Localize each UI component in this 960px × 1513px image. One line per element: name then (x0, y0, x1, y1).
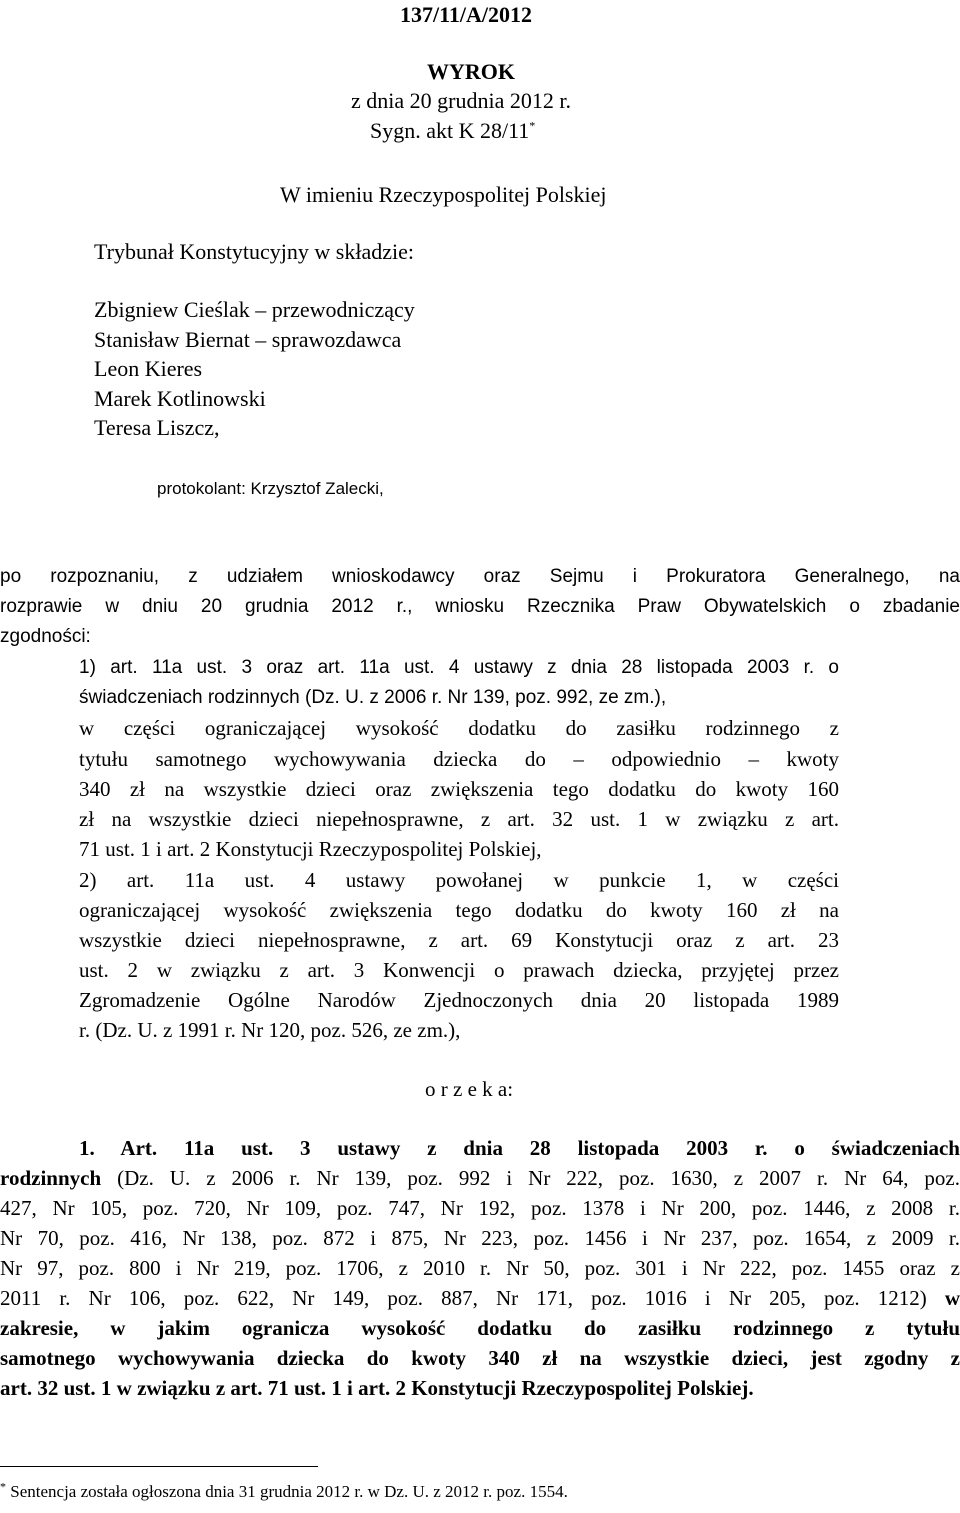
document-reference: 137/11/A/2012 (400, 2, 533, 27)
item2-line: Zgromadzenie Ogólne Narodów Zjednoczonych dnia 20 listopada 1989 (79, 988, 839, 1012)
document-title: WYROK (427, 59, 515, 84)
item2-line: wszystkie dzieci niepełnosprawne, z art. 69 Konstytucji oraz z art. 23 (79, 928, 839, 952)
ruling-text-fragment: (Dz. U. z 2006 r. Nr 139, poz. 992 i Nr 222, poz. 1630, z 2007 r. Nr 64, poz. (101, 1166, 960, 1190)
proceedings-line: rozprawie w dniu 20 grudnia 2012 r., wniosku Rzecznika Praw Obywatelskich o zbadanie (0, 596, 960, 617)
ruling-line: art. 32 ust. 1 w związku z art. 71 ust. 1 i art. 2 Konstytucji Rzeczypospolitej Polskiej. (0, 1376, 754, 1400)
ruling-line (0, 1283, 960, 1313)
invocation: W imieniu Rzeczypospolitej Polskiej (280, 182, 607, 207)
item2-line: ust. 2 w związku z art. 3 Konwencji o prawach dziecka, przyjętej przez (79, 958, 839, 982)
ruling-line: 1. Art. 11a ust. 3 ustawy z dnia 28 listopada 2003 r. o świadczeniach (79, 1136, 960, 1160)
item2-line: ograniczającej wysokość zwiększenia tego dodatku do kwoty 160 zł na (79, 898, 839, 922)
ruling-line: 427, Nr 105, poz. 720, Nr 109, poz. 747, Nr 192, poz. 1378 i Nr 200, poz. 1446, z 2008 r. (0, 1196, 960, 1220)
judge-line: Zbigniew Cieślak – przewodniczący (94, 297, 415, 322)
ruling-heading: o r z e k a: (425, 1077, 514, 1101)
item2-line: 2) art. 11a ust. 4 ustawy powołanej w punkcie 1, w części (79, 868, 839, 892)
clerk-line: protokolant: Krzysztof Zalecki, (157, 479, 384, 498)
docket-text: Sygn. akt K 28/11 (370, 118, 530, 143)
docket-number (370, 116, 535, 146)
item2-line: r. (Dz. U. z 1991 r. Nr 120, poz. 526, ze zm.), (79, 1018, 461, 1042)
judge-line: Teresa Liszcz, (94, 415, 220, 440)
item1-line: świadczeniach rodzinnych (Dz. U. z 2006 r. Nr 139, poz. 992, ze zm.), (79, 687, 667, 708)
footnote-mark: * (0, 1479, 6, 1494)
footnote (0, 1479, 568, 1505)
docket-footnote-mark: * (529, 118, 536, 133)
item1-line: zł na wszystkie dzieci niepełnosprawne, z art. 32 ust. 1 w związku z art. (79, 807, 839, 831)
ruling-line: Nr 70, poz. 416, Nr 138, poz. 872 i 875, Nr 223, poz. 1456 i Nr 237, poz. 1654, z 2009 r. (0, 1226, 960, 1250)
ruling-line (0, 1163, 960, 1193)
document-date: z dnia 20 grudnia 2012 r. (351, 88, 571, 113)
judge-line: Stanisław Biernat – sprawozdawca (94, 327, 402, 352)
ruling-line: Nr 97, poz. 800 i Nr 219, poz. 1706, z 2010 r. Nr 50, poz. 301 i Nr 222, poz. 1455 oraz z (0, 1256, 960, 1280)
footnote-text: Sentencja została ogłoszona dnia 31 grudnia 2012 r. w Dz. U. z 2012 r. poz. 1554. (6, 1482, 568, 1501)
item1-line: 71 ust. 1 i art. 2 Konstytucji Rzeczypospolitej Polskiej, (79, 837, 542, 861)
judge-line: Leon Kieres (94, 356, 203, 381)
item1-line: w części ograniczającej wysokość dodatku do zasiłku rodzinnego z (79, 716, 839, 740)
ruling-bold-fragment: w (926, 1286, 960, 1310)
proceedings-line: po rozpoznaniu, z udziałem wnioskodawcy oraz Sejmu i Prokuratora Generalnego, na (0, 566, 960, 587)
footnote-divider (0, 1466, 318, 1467)
judge-line: Marek Kotlinowski (94, 386, 266, 411)
composition-intro: Trybunał Konstytucyjny w składzie: (94, 239, 414, 264)
proceedings-line: zgodności: (0, 626, 91, 647)
item1-line: 1) art. 11a ust. 3 oraz art. 11a ust. 4 ustawy z dnia 28 listopada 2003 r. o (79, 657, 839, 678)
ruling-text-fragment: 2011 r. Nr 106, poz. 622, Nr 149, poz. 887, Nr 171, poz. 1016 i Nr 205, poz. 1212) (0, 1286, 927, 1310)
item1-line: tytułu samotnego wychowywania dziecka do – odpowiednio – kwoty (79, 747, 839, 771)
ruling-bold-fragment: rodzinnych (0, 1166, 102, 1190)
ruling-line: zakresie, w jakim ogranicza wysokość dodatku do zasiłku rodzinnego z tytułu (0, 1316, 960, 1340)
ruling-line: samotnego wychowywania dziecka do kwoty 340 zł na wszystkie dzieci, jest zgodny z (0, 1346, 960, 1370)
item1-line: 340 zł na wszystkie dzieci oraz zwiększenia tego dodatku do kwoty 160 (79, 777, 839, 801)
